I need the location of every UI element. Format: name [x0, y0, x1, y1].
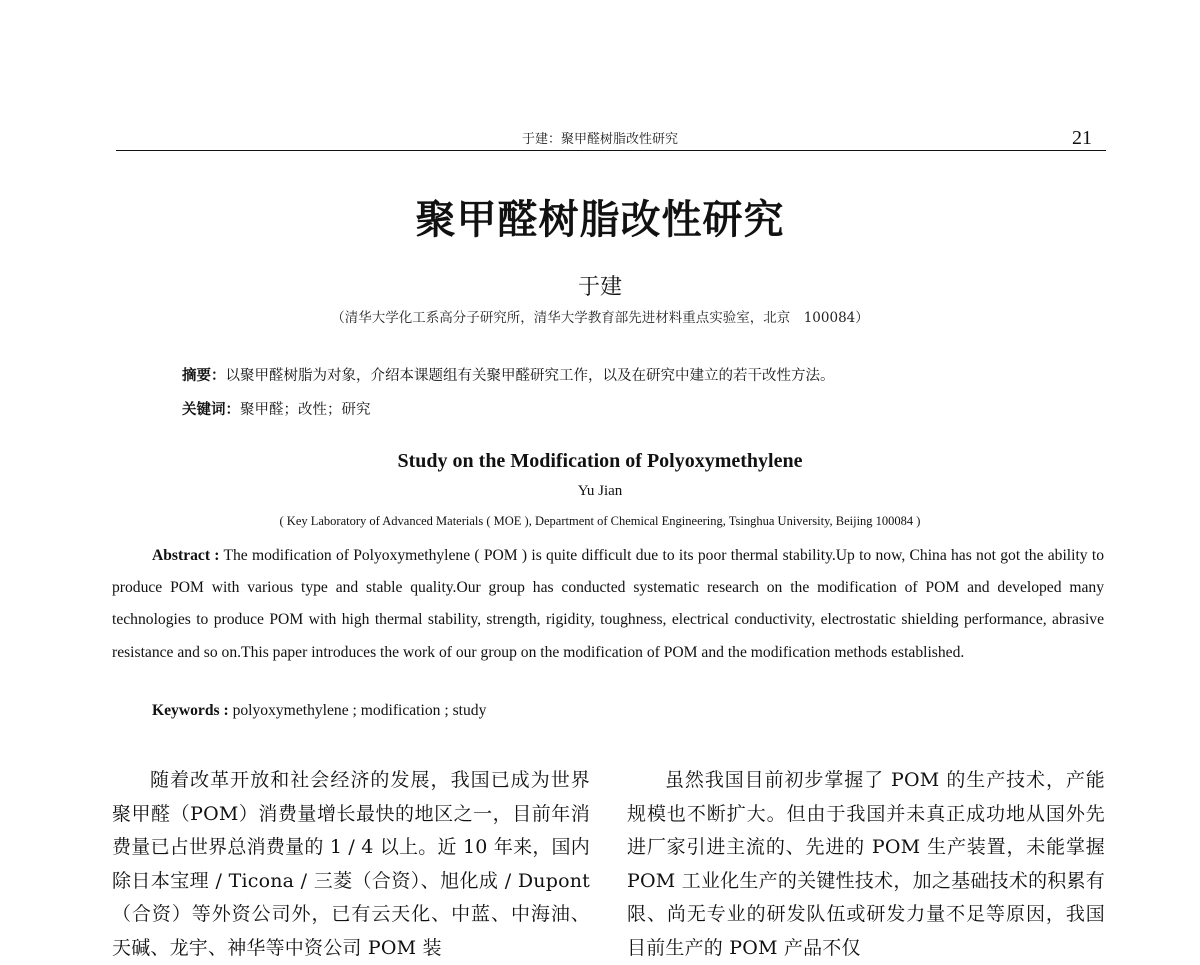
body-column-right: 虽然我国目前初步掌握了 POM 的生产技术，产能规模也不断扩大。但由于我国并未真正成功地从国外先进厂家引进主流的、先进的 POM 生产装置，未能掌握 POM 工业化生产的关键性技术，加之基础技术的积累有限、尚无专业的研发队伍或研发力量不足等原因，我国目前生产的 POM 产品不仅: [627, 769, 1105, 959]
keywords-en: [152, 700, 1102, 722]
affiliation-zh: （清华大学化工系高分子研究所，清华大学教育部先进材料重点实验室，北京 100084）: [331, 310, 869, 326]
keywords-zh: [182, 400, 1062, 420]
keywords-zh-label: 关键词：: [182, 402, 240, 418]
header-rule: [116, 150, 1106, 151]
keywords-en-label: Keywords :: [152, 702, 229, 719]
running-head: 于建：聚甲醛树脂改性研究: [521, 132, 678, 147]
keywords-en-text: polyoxymethylene ; modification ; study: [228, 702, 487, 719]
affiliation-en: ( Key Laboratory of Advanced Materials ( MOE ), Department of Chemical Engineering, Tsinghua University, Beijing 100084 ): [279, 514, 921, 528]
abstract-en: [112, 540, 1104, 669]
author-zh: 于建: [577, 275, 622, 300]
author-en: Yu Jian: [577, 483, 623, 499]
abstract-en-text: The modification of Polyoxymethylene ( POM ) is quite difficult due to its poor thermal stability.Up to now, China has not got the ability to produce POM with various type and stable quality.Our group has conducted systematic research on the modification of POM and developed many technologies to produce POM with high thermal stability, strength, rigidity, toughness, electrical conductivity, electrostatic shielding performance, abrasive resistance and so on.This paper introduces the work of our group on the modification of POM and the modification methods established.: [112, 547, 1104, 661]
abstract-zh-text: 以聚甲醛树脂为对象，介绍本课题组有关聚甲醛研究工作，以及在研究中建立的若干改性方法。: [225, 368, 835, 384]
body-column-left: 随着改革开放和社会经济的发展，我国已成为世界聚甲醛（POM）消费量增长最快的地区之一，目前年消费量已占世界总消费量的 1 / 4 以上。近 10 年来，国内除日本宝理 / Ticona / 三菱（合资）、旭化成 / Dupont（合资）等外资公司外，已有云天化、中蓝、中海油、天碱、龙宇、神华等中资公司 POM 装: [112, 769, 590, 959]
abstract-zh-label: 摘要：: [182, 368, 226, 384]
page-number: 21: [1072, 127, 1092, 149]
paper-title-zh: 聚甲醛树脂改性研究: [415, 197, 785, 243]
abstract-en-label: Abstract :: [152, 547, 220, 564]
keywords-zh-text: 聚甲醛；改性；研究: [240, 402, 371, 418]
abstract-zh: [182, 366, 1062, 386]
paper-title-en: Study on the Modification of Polyoxymethylene: [397, 450, 803, 472]
